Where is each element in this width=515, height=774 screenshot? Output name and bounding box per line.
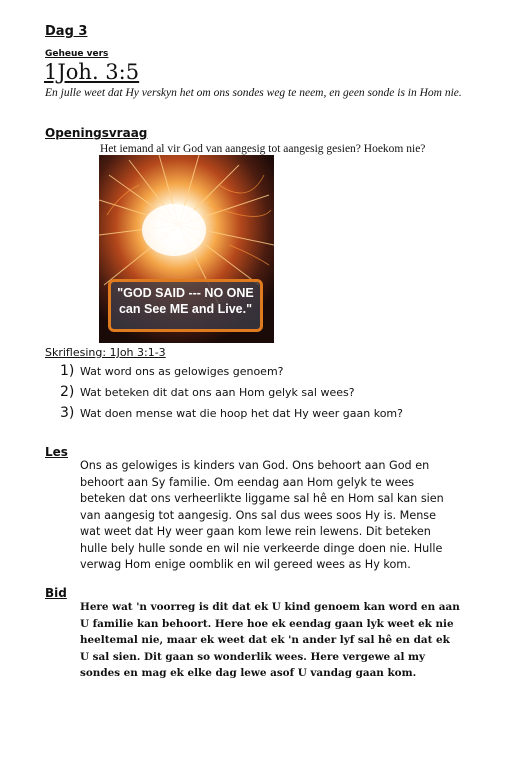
prayer-heading: Bid: [45, 586, 67, 600]
list-number: 1): [60, 363, 75, 379]
list-item-text: Wat beteken dit dat ons aan Hom gelyk sal wees?: [80, 386, 355, 399]
list-item-text: Wat doen mense wat die hoop het dat Hy weer gaan kom?: [80, 407, 403, 420]
image-caption: "GOD SAID --- NO ONE can See ME and Live.": [108, 279, 263, 332]
light-burst-image: [99, 155, 274, 343]
list-item: [60, 361, 403, 382]
list-item: [60, 382, 403, 403]
scripture-reading-heading: Skriflesing: 1Joh 3:1-3: [45, 346, 166, 359]
list-item: [60, 403, 403, 424]
question-list: [60, 361, 403, 424]
verse-reference: 1Joh. 3:5: [44, 60, 140, 84]
lesson-heading: Les: [45, 445, 68, 459]
memory-verse-text: En julle weet dat Hy verskyn het om ons sondes weg te neem, en geen sonde is in Hom nie.: [45, 87, 462, 99]
opening-question-heading: Openingsvraag: [45, 126, 148, 140]
page-title: Dag 3: [45, 24, 88, 39]
prayer-text: Here wat 'n voorreg is dit dat ek U kind genoem kan word en aan U familie kan behoort. Here hoe ek eendag gaan lyk weet ek nie heeltemal nie, maar ek weet dat ek 'n ander lyf sal hê en dat ek U sal sien. Dit gaan so wonderlik wees. Here vergewe al my sondes en mag ek elke dag lewe asof U vandag gaan kom.: [80, 601, 460, 680]
memory-verse-label: Geheue vers: [45, 49, 109, 59]
lesson-text: Ons as gelowiges is kinders van God. Ons behoort aan God en behoort aan Sy familie. Om eendag aan Hom gelyk te wees beteken dat ons verheerlikte liggame sal hê en Hom sal kan sien van aangesig tot aangesig. Ons sal dus wees soos Hy is. Mense wat weet dat Hy weer gaan kom lewe rein lewens. Dit beteken hulle bely hulle sonde en wil nie verkeerde dinge doen nie. Hulle verwag Hom enige oomblik en wil gereed wees as Hy kom.: [80, 459, 444, 571]
list-number: 3): [60, 405, 75, 421]
list-number: 2): [60, 384, 75, 400]
list-item-text: Wat word ons as gelowiges genoem?: [80, 365, 284, 378]
opening-question: Het iemand al vir God van aangesig tot aangesig gesien? Hoekom nie?: [100, 143, 426, 155]
